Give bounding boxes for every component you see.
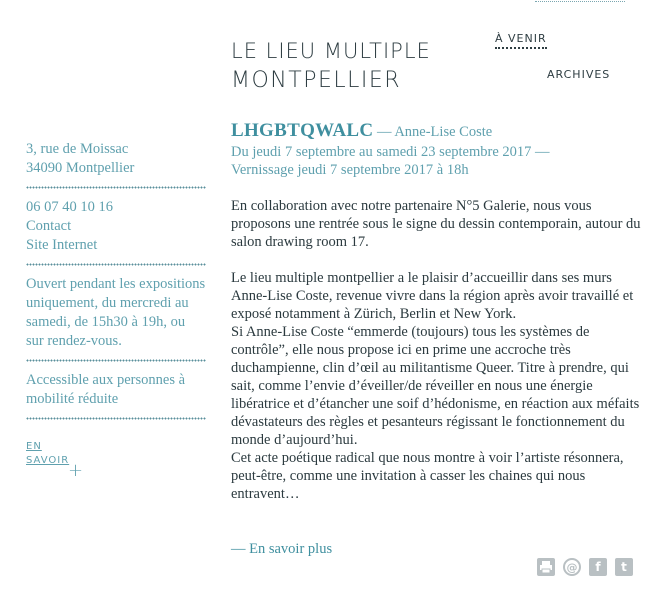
- email-icon[interactable]: @: [563, 558, 581, 576]
- en-savoir-plus-toggle[interactable]: [26, 440, 85, 481]
- paragraph-4: Cet acte poétique radical que nous montre à voir l’artiste résonnera, peut-être, comme une invitation à casser les chaines qui nous entravent…: [231, 450, 624, 502]
- print-icon-glyph: [539, 560, 553, 574]
- hours-block: [26, 275, 206, 357]
- website-link[interactable]: Site Internet: [26, 237, 98, 253]
- address-line1: 3, rue de Moissac: [26, 141, 129, 157]
- event-heading: [231, 120, 641, 143]
- dotted-divider: [26, 184, 206, 190]
- phone-number: 06 07 40 10 16: [26, 199, 113, 215]
- event-dates: Du jeudi 7 septembre au samedi 23 septembre 2017 —: [231, 144, 550, 160]
- opening-hours: Ouvert pendant les expositions uniquement, du mercredi au samedi, de 15h30 à 19h, ou sur rendez-vous.: [26, 276, 206, 349]
- event-vernissage: Vernissage jeudi 7 septembre 2017 à 18h: [231, 162, 469, 178]
- dotted-divider: [26, 261, 206, 267]
- event-article: [231, 120, 641, 521]
- paragraph-1: En collaboration avec notre partenaire N°5 Galerie, nous vous proposons une rentrée sous le signe du dessin contemporain, autour du salon drawing room 17.: [231, 198, 641, 250]
- event-artist: — Anne-Lise Coste: [377, 124, 493, 140]
- print-icon[interactable]: [537, 558, 555, 576]
- event-description: [231, 197, 641, 503]
- dotted-divider: [26, 357, 206, 363]
- nav-a-venir[interactable]: À VENIR: [495, 32, 547, 45]
- paragraph-2: Le lieu multiple montpellier a le plaisir d’accueillir dans ses murs Anne-Lise Coste, revenue vivre dans la région après avoir travaillé et exposé notamment à Zürich, Berlin et New York.: [231, 270, 634, 322]
- plus-icon: +: [68, 460, 85, 481]
- site-logo[interactable]: [231, 36, 431, 96]
- en-savoir-line2: SAVOIR: [26, 455, 70, 466]
- accessibility-block: [26, 371, 206, 415]
- contact-link[interactable]: Contact: [26, 218, 72, 234]
- event-title[interactable]: LHGBTQWALC: [231, 120, 374, 141]
- dotted-divider: [26, 415, 206, 421]
- twitter-icon[interactable]: t: [615, 558, 633, 576]
- share-toolbar: [537, 558, 633, 576]
- header-cutoff-decoration: [535, 0, 625, 2]
- address-line2: 34090 Montpellier: [26, 160, 135, 176]
- facebook-icon[interactable]: f: [589, 558, 607, 576]
- logo-line2: MONTPELLIER: [231, 68, 402, 93]
- sidebar-info: [26, 140, 206, 429]
- address-block: [26, 140, 206, 184]
- en-savoir-line1: EN: [26, 441, 42, 452]
- contact-block: [26, 198, 206, 261]
- logo-line1: LE LIEU MULTIPLE: [231, 39, 431, 63]
- paragraph-3: Si Anne-Lise Coste “emmerde (toujours) tous les systèmes de contrôle”, elle nous propose ici en prime une accroche très duchampienne, clin d’œil au militantisme Queer. Titre à prendre, qui sait, comme l’envie d’éveiller/de réveiller en nous une énergie libératrice et d’étancher une soif d’hédonisme, en réaction aux méfaits dévastateurs des règles et pesanteurs régissant le fonctionnement du monde d’aujourd’hui.: [231, 324, 640, 448]
- nav-archives[interactable]: ARCHIVES: [547, 68, 611, 81]
- accessibility-note: Accessible aux personnes à mobilité réduite: [26, 372, 186, 407]
- en-savoir-plus-link[interactable]: — En savoir plus: [231, 541, 333, 557]
